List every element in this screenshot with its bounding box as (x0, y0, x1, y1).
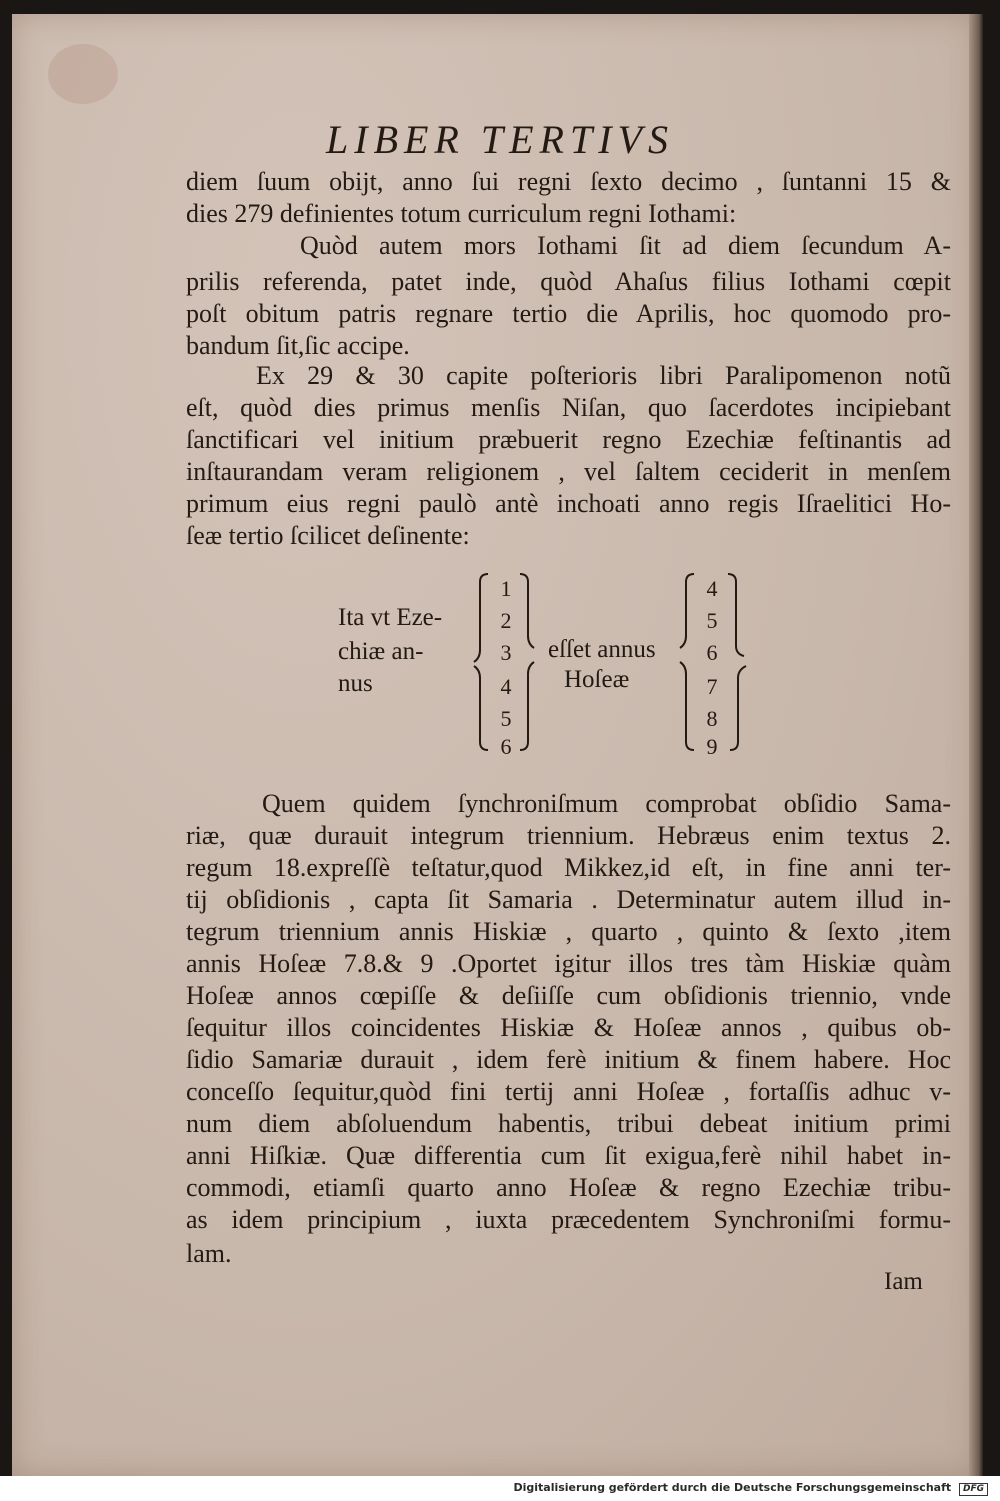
footer-credit: Digitalisierung gefördert durch die Deutsche Forschungsgemeinschaft (513, 1481, 952, 1494)
table-left-label: nus (338, 670, 373, 697)
dfg-logo-icon: DFG (959, 1483, 988, 1496)
text-line: annis Hoſeæ 7.8.& 9 .Oportet igitur illos tres tàm Hiskiæ quàm (186, 949, 951, 978)
hezekiah-year: 5 (500, 706, 512, 731)
text-line: num diem abſoluendum habentis, tribui debeat initium primi (186, 1109, 951, 1138)
text-line: tij obſidionis , capta ſit Samaria . Determinatur autem illud in- (186, 885, 951, 914)
text-line: diem ſuum obijt, anno ſui regni ſexto decimo , ſuntanni 15 & (186, 167, 951, 196)
text-line: conceſſo ſequitur,quòd fini tertij anni Hoſeæ , fortaſſis adhuc v- (186, 1077, 951, 1106)
table-left-label: Ita vt Eze- (338, 604, 443, 631)
page-stain (48, 44, 118, 104)
text-line: lam. (186, 1239, 232, 1268)
text-line: Quòd autem mors Iothami ſit ad diem ſecundum A- (300, 231, 951, 260)
hezekiah-year: 3 (500, 640, 512, 665)
text-line: ſequitur illos coincidentes Hiskiæ & Hoſeæ annos , quibus ob- (186, 1013, 951, 1042)
text-line: poſt obitum patris regnare tertio die Aprilis, hoc quomodo pro- (186, 299, 951, 328)
hoshea-year: 6 (706, 640, 718, 665)
hoshea-year: 4 (706, 576, 718, 601)
hezekiah-year: 4 (500, 674, 512, 699)
text-line: ſidio Samariæ durauit , idem ferè initium & finem habere. Hoc (186, 1045, 951, 1074)
text-line: ſeæ tertio ſcilicet deſinente: (186, 521, 470, 550)
text-line: primum eius regni paulò antè inchoati anno regis Iſraelitici Ho- (186, 489, 951, 518)
text-line: inſtaurandam veram religionem , vel ſaltem ceciderit in menſem (186, 457, 951, 486)
text-line: eſt, quòd dies primus menſis Niſan, quo ſacerdotes incipiebant (186, 393, 951, 422)
hezekiah-year: 6 (500, 734, 512, 759)
table-left-label: chiæ an- (338, 638, 424, 665)
text-line: commodi, etiamſi quarto anno Hoſeæ & regno Ezechiæ tribu- (186, 1173, 951, 1202)
hoshea-year: 8 (706, 706, 718, 731)
text-line: Hoſeæ annos cœpiſſe & deſiiſſe cum obſidionis triennio, vnde (186, 981, 951, 1010)
text-line: riæ, quæ durauit integrum triennium. Hebræus enim textus 2. (186, 821, 951, 850)
hoshea-year: 7 (706, 674, 718, 699)
catchword: Iam (884, 1268, 923, 1295)
hezekiah-year: 2 (500, 608, 512, 633)
text-line: Quem quidem ſynchroniſmum comprobat obſidio Sama- (262, 789, 951, 818)
text-line: prilis referenda, patet inde, quòd Ahaſus filius Iothami cœpit (186, 267, 951, 296)
table-middle-label: eſſet annus (548, 636, 656, 663)
text-line: Ex 29 & 30 capite poſterioris libri Paralipomenon notũ (256, 361, 951, 390)
text-line: bandum ſit,ſic accipe. (186, 331, 410, 360)
text-line: anni Hiſkiæ. Quæ differentia cum ſit exigua,ferè nihil habet in- (186, 1141, 951, 1170)
running-header: LIBER TERTIVS (326, 117, 674, 162)
digitization-footer (0, 1476, 1000, 1501)
hezekiah-year: 1 (500, 576, 512, 601)
text-line: dies 279 definientes totum curriculum regni Iothami: (186, 199, 737, 228)
text-line: tegrum triennium annis Hiskiæ , quarto , quinto & ſexto ,item (186, 917, 951, 946)
text-line: regum 18.expreſſè teſtatur,quod Mikkez,id eſt, in fine anni ter- (186, 853, 951, 882)
table-middle-label: Hoſeæ (564, 666, 630, 693)
text-line: ſanctificari vel initium præbuerit regno Ezechiæ feſtinantis ad (186, 425, 951, 454)
page-edge (969, 14, 983, 1476)
hoshea-year: 5 (706, 608, 718, 633)
hoshea-year: 9 (706, 734, 718, 759)
text-line: as idem principium , iuxta præcedentem Synchroniſmi formu- (186, 1205, 951, 1234)
